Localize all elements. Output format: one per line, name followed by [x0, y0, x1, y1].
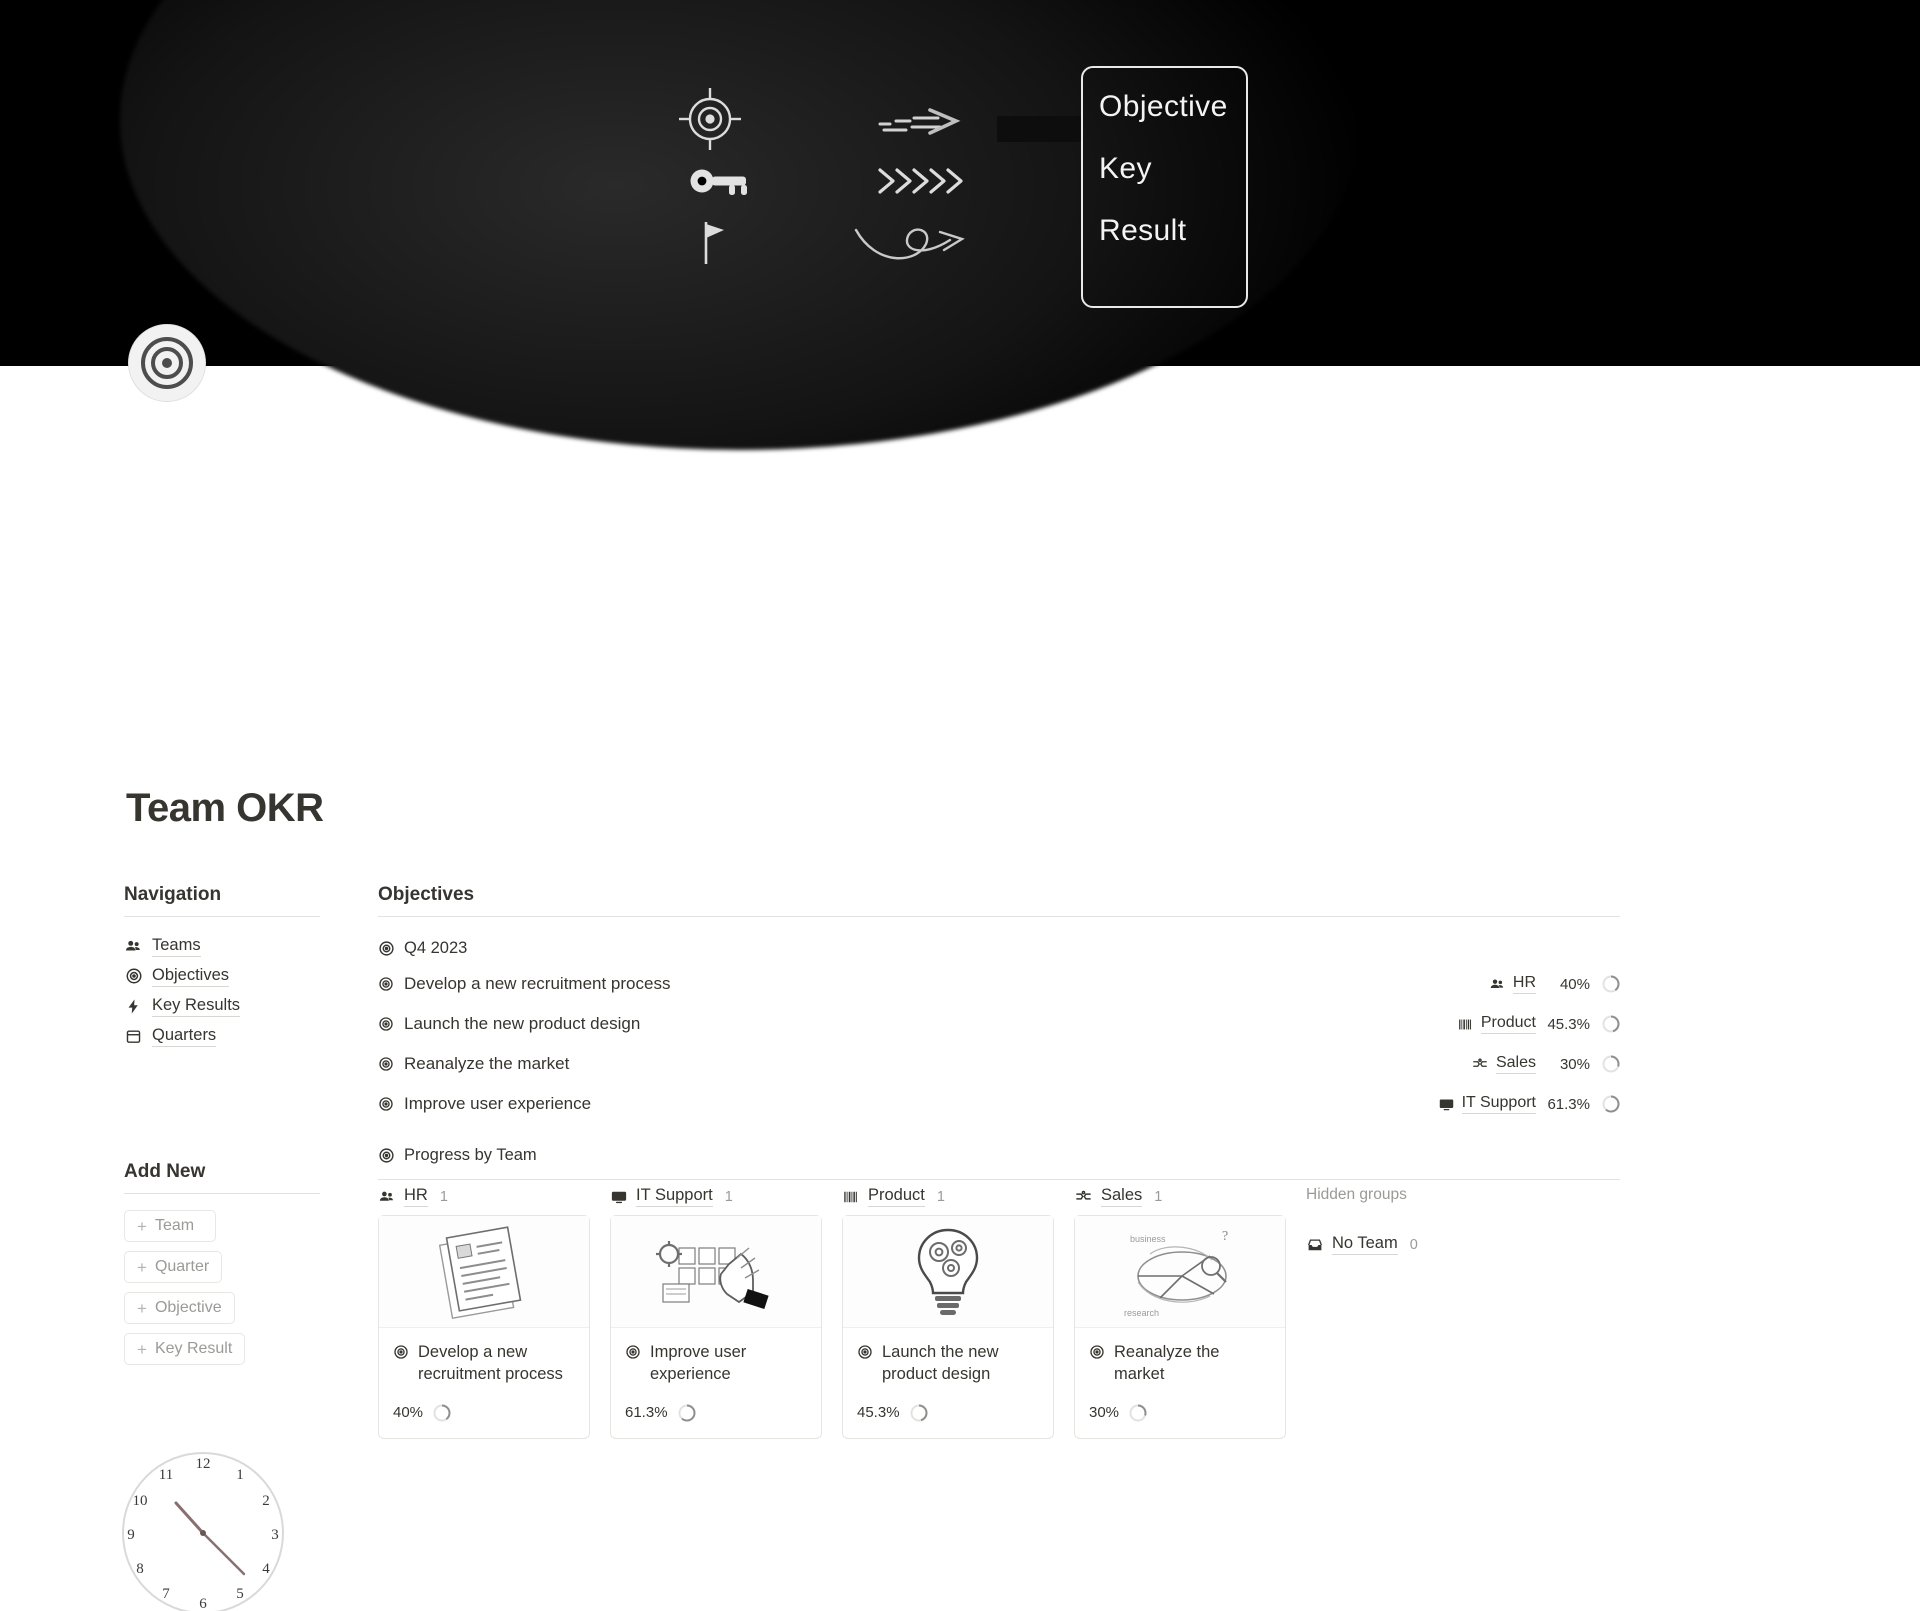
svg-text:6: 6	[199, 1596, 207, 1611]
svg-text:?: ?	[1222, 1228, 1229, 1244]
plus-icon: +	[137, 1339, 147, 1359]
quarter-label: Q4 2023	[404, 939, 468, 957]
inbox-icon	[1306, 1236, 1324, 1254]
objective-row[interactable]	[378, 1084, 1620, 1124]
card-body	[379, 1328, 589, 1438]
card-progress-text: 45.3%	[857, 1404, 900, 1422]
objective-team[interactable]	[1471, 1054, 1536, 1074]
objective-card[interactable]	[610, 1215, 822, 1439]
dashed-arrow-icon	[880, 110, 956, 133]
progress-ring	[433, 1404, 451, 1422]
target-icon	[139, 335, 195, 391]
card-title: Launch the new product design	[882, 1343, 999, 1383]
objective-name: Launch the new product design	[404, 1014, 641, 1033]
okr-card	[1081, 66, 1248, 308]
add-quarter-button[interactable]	[124, 1251, 222, 1283]
svg-text:8: 8	[136, 1561, 144, 1577]
team-label: IT Support	[1462, 1094, 1536, 1114]
sidebar-item-key-results[interactable]	[124, 991, 324, 1021]
svg-text:business: business	[1130, 1233, 1166, 1244]
sidebar	[124, 884, 324, 1051]
add-team-label: Team	[154, 1217, 195, 1234]
quarter-section-header[interactable]	[378, 939, 1620, 958]
people-icon	[378, 1188, 396, 1206]
documents-illustration	[419, 1224, 549, 1320]
monitor-icon	[610, 1188, 628, 1206]
board-column-product	[842, 1186, 1054, 1439]
column-count: 1	[439, 1188, 448, 1205]
svg-text:12: 12	[195, 1456, 211, 1472]
objective-progress-text: 30%	[1559, 1055, 1590, 1073]
progress-ring	[1129, 1404, 1147, 1422]
card-body	[611, 1328, 821, 1438]
sidebar-item-label: Key Results	[152, 996, 240, 1017]
card-title: Reanalyze the market	[1114, 1343, 1220, 1383]
svg-text:11: 11	[158, 1467, 174, 1483]
add-objective-button[interactable]	[124, 1292, 235, 1324]
team-label: Product	[1481, 1014, 1536, 1034]
progress-section-label: Progress by Team	[404, 1146, 537, 1164]
section-divider	[378, 1179, 1620, 1180]
key-icon	[691, 170, 748, 196]
progress-section-header[interactable]	[378, 1146, 1620, 1165]
objective-row[interactable]	[378, 964, 1620, 1004]
team-label: HR	[1513, 974, 1536, 994]
target-icon	[393, 1342, 409, 1360]
handshake-icon	[1471, 1055, 1489, 1073]
svg-text:9: 9	[127, 1527, 135, 1543]
sidebar-nav-list	[124, 931, 324, 1051]
team-label: Sales	[1496, 1054, 1536, 1074]
sidebar-item-label: Objectives	[152, 966, 229, 987]
svg-text:research: research	[1124, 1307, 1160, 1318]
plus-icon: +	[137, 1216, 147, 1236]
objective-name: Improve user experience	[404, 1094, 592, 1113]
add-new-heading: Add New	[124, 1161, 320, 1194]
svg-text:10: 10	[132, 1493, 148, 1509]
card-image-lightbulb	[843, 1216, 1053, 1328]
add-objective-label: Objective	[154, 1299, 222, 1316]
board-column-it-support	[610, 1186, 822, 1439]
page-title: Team OKR	[126, 786, 324, 830]
progress-ring	[1602, 1095, 1620, 1113]
objective-progress-text: 40%	[1559, 975, 1590, 993]
column-team-label: Product	[868, 1186, 925, 1207]
objective-card[interactable]	[1074, 1215, 1286, 1439]
card-body	[843, 1328, 1053, 1438]
card-title-row	[625, 1342, 807, 1386]
svg-text:2: 2	[262, 1493, 270, 1509]
card-progress-text: 40%	[393, 1404, 424, 1422]
svg-text:7: 7	[162, 1586, 170, 1602]
column-header[interactable]	[610, 1186, 822, 1215]
card-footer	[625, 1404, 807, 1422]
progress-ring	[678, 1404, 696, 1422]
card-title-row	[393, 1342, 575, 1386]
objective-card[interactable]	[378, 1215, 590, 1439]
target-icon	[378, 1016, 394, 1032]
bolt-icon	[124, 997, 143, 1016]
progress-ring	[1602, 1015, 1620, 1033]
column-header[interactable]	[842, 1186, 1054, 1215]
card-image-business-research	[1075, 1216, 1285, 1328]
curved-arrow-icon	[856, 230, 962, 259]
objective-row[interactable]	[378, 1004, 1620, 1044]
target-icon	[378, 1096, 394, 1112]
progress-ring	[910, 1404, 928, 1422]
progress-board	[378, 1186, 1620, 1439]
people-icon	[124, 937, 143, 956]
target-icon	[1089, 1342, 1105, 1360]
card-progress-text: 30%	[1089, 1404, 1120, 1422]
board-column-sales	[1074, 1186, 1286, 1439]
card-title-row	[1089, 1342, 1271, 1386]
hidden-groups-title: Hidden groups	[1306, 1186, 1407, 1203]
svg-text:3: 3	[271, 1527, 279, 1543]
clock-illustration	[118, 1441, 288, 1611]
svg-text:4: 4	[262, 1561, 270, 1577]
svg-text:5: 5	[236, 1586, 244, 1602]
main-panel	[378, 884, 1620, 1439]
calendar-icon	[124, 1027, 143, 1046]
column-header[interactable]	[1074, 1186, 1286, 1215]
people-icon	[1489, 976, 1506, 993]
chevrons-icon	[880, 170, 961, 192]
column-count: 1	[936, 1188, 945, 1205]
progress-ring	[1602, 975, 1620, 993]
progress-ring	[1602, 1055, 1620, 1073]
objectives-list	[378, 964, 1620, 1124]
sidebar-item-objectives[interactable]	[124, 961, 324, 991]
objective-row[interactable]	[378, 1044, 1620, 1084]
column-count: 1	[1154, 1188, 1163, 1205]
column-team-label: Sales	[1101, 1186, 1142, 1207]
target-icon	[625, 1342, 641, 1360]
card-title: Develop a new recruitment process	[418, 1343, 563, 1383]
page-icon	[128, 324, 206, 402]
objective-card[interactable]	[842, 1215, 1054, 1439]
target-icon	[857, 1342, 873, 1360]
business-research-illustration	[1090, 1220, 1270, 1324]
barcode-icon	[842, 1188, 860, 1206]
target-icon	[378, 976, 394, 992]
lightbulb-gears-illustration	[893, 1222, 1003, 1322]
sidebar-item-quarters[interactable]	[124, 1021, 324, 1051]
card-image-hand-interface	[611, 1216, 821, 1328]
column-team-label: HR	[404, 1186, 428, 1207]
hidden-groups	[1306, 1186, 1536, 1439]
objective-team[interactable]	[1438, 1094, 1536, 1114]
plus-icon: +	[137, 1298, 147, 1318]
add-new-section	[124, 1161, 324, 1365]
target-icon	[378, 1056, 394, 1072]
target-icon	[378, 1147, 395, 1164]
target-icon	[124, 967, 143, 986]
sidebar-item-label: Teams	[152, 936, 201, 957]
add-key-result-label: Key Result	[154, 1340, 233, 1357]
card-footer	[1089, 1404, 1271, 1422]
okr-line-key: Key	[1099, 152, 1152, 185]
column-count: 1	[724, 1188, 733, 1205]
objective-name: Reanalyze the market	[404, 1054, 570, 1073]
card-title: Improve user experience	[650, 1343, 747, 1383]
hand-interface-illustration	[641, 1224, 791, 1320]
add-team-button[interactable]	[124, 1210, 216, 1242]
okr-line-objective: Objective	[1099, 90, 1228, 123]
hidden-group-row[interactable]	[1306, 1234, 1536, 1255]
card-image-documents	[379, 1216, 589, 1328]
objective-team[interactable]	[1489, 974, 1536, 994]
hero-banner	[0, 0, 1920, 366]
card-body	[1075, 1328, 1285, 1438]
plus-icon: +	[137, 1257, 147, 1277]
board-column-hr	[378, 1186, 590, 1439]
card-progress-text: 61.3%	[625, 1404, 668, 1422]
hero-illustration	[0, 0, 1920, 366]
handshake-icon	[1074, 1187, 1093, 1206]
objectives-heading: Objectives	[378, 884, 1620, 917]
hidden-group-count: 0	[1409, 1236, 1418, 1253]
column-header[interactable]	[378, 1186, 590, 1215]
objective-team[interactable]	[1457, 1014, 1536, 1034]
objective-name: Develop a new recruitment process	[404, 974, 671, 993]
sidebar-item-teams[interactable]	[124, 931, 324, 961]
sidebar-item-label: Quarters	[152, 1026, 216, 1047]
card-title-row	[857, 1342, 1039, 1386]
add-new-buttons	[124, 1210, 324, 1365]
objective-progress-text: 61.3%	[1547, 1095, 1590, 1113]
add-key-result-button[interactable]	[124, 1333, 245, 1365]
okr-line-result: Result	[1099, 214, 1187, 247]
column-team-label: IT Support	[636, 1186, 713, 1207]
monitor-icon	[1438, 1096, 1455, 1113]
card-footer	[393, 1404, 575, 1422]
target-icon	[679, 88, 741, 150]
target-icon	[378, 940, 395, 957]
barcode-icon	[1457, 1016, 1474, 1033]
objective-progress-text: 45.3%	[1547, 1015, 1590, 1033]
add-quarter-label: Quarter	[154, 1258, 210, 1275]
svg-text:1: 1	[236, 1467, 244, 1483]
flag-icon	[706, 222, 724, 264]
card-footer	[857, 1404, 1039, 1422]
sidebar-nav-heading: Navigation	[124, 884, 320, 917]
hidden-group-label: No Team	[1332, 1234, 1398, 1255]
